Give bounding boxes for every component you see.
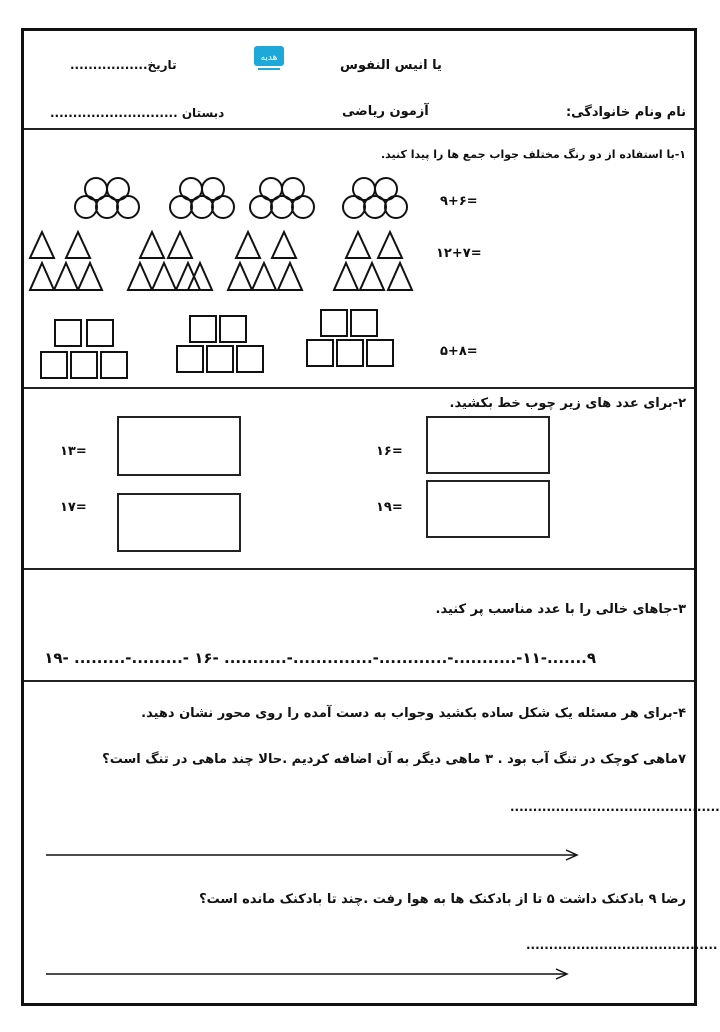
q2-label-13: ۱۳=: [60, 444, 87, 459]
logo-text: هدیه: [260, 53, 278, 63]
q1-equation-3: ۵+۸=: [440, 344, 478, 359]
q1-instruction: ۱-با استفاده از دو رنگ مختلف جواب جمع ها را پیدا کنید.: [380, 148, 686, 161]
exam-title: آزمون ریاضی: [342, 104, 429, 119]
q2-label-19: ۱۹=: [376, 500, 403, 515]
q2-label-17: ۱۷=: [60, 500, 87, 515]
date-label: تاریخ.................: [70, 58, 177, 72]
q3-instruction: ۳-جاهای خالی را با عدد مناسب پر کنید.: [435, 602, 686, 617]
bismillah-text: یا انیس النفوس: [340, 58, 442, 73]
q1-equation-1: ۹+۶=: [440, 194, 478, 209]
q4-answer-line-1[interactable]: ..............................................: [510, 800, 720, 814]
q3-number-sequence[interactable]: ۱۹- .........-.........- ۱۶- ...........-..............-............-...........-۱۱-.......۹: [44, 649, 596, 667]
q4-problem-2: رضا ۹ بادکنک داشت ۵ تا از بادکنک ها به هوا رفت .چند تا بادکنک مانده است؟: [199, 892, 686, 907]
q1-equation-2: ۱۲+۷=: [436, 246, 482, 261]
q4-answer-line-2[interactable]: ..........................................: [526, 938, 718, 952]
school-label: دبستان ............................: [50, 106, 225, 120]
q4-instruction: ۴-برای هر مسئله یک شکل ساده بکشید وجواب به دست آمده را روی محور نشان دهید.: [141, 706, 686, 721]
q2-instruction: ۲-برای عدد های زیر چوب خط بکشید.: [449, 396, 686, 411]
q4-problem-1: ۷ماهی کوچک در تنگ آب بود . ۳ ماهی دیگر به آن اضافه کردیم .حالا چند ماهی در تنگ است؟: [102, 752, 686, 767]
name-label: نام ونام خانوادگی:: [565, 105, 686, 120]
q2-label-16: ۱۶=: [376, 444, 403, 459]
